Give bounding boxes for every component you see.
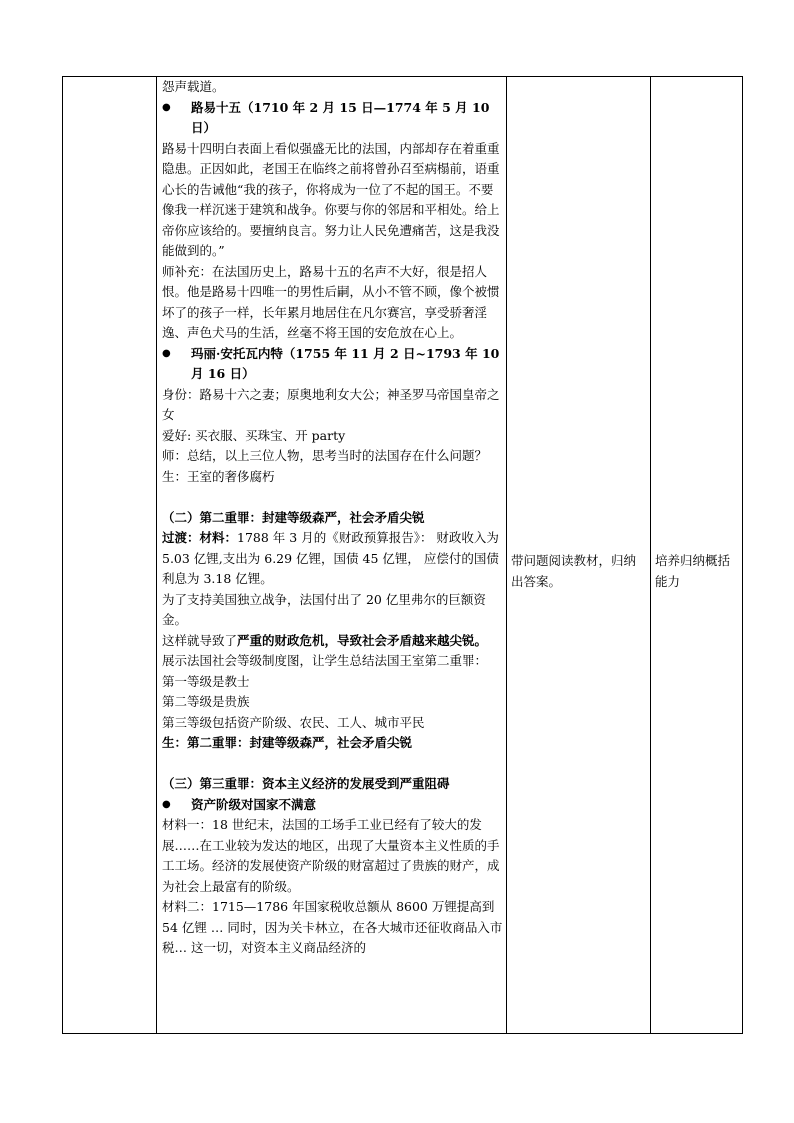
paragraph: 路易十四明白表面上看似强盛无比的法国，内部却存在着重重隐患。正因如此，老国王在临终之前将曾孙召至病榻前，语重心长的告诫他“我的孩子，你将成为一位了不起的国王。不要像我一样沉迷于建筑和战争。你要与你的邻居和平相处。给上帝你应该给的。要擅纳良言。努力让人民免遭痛苦，这是我没能做到的。”: [162, 140, 500, 258]
section-heading: （三）第三重罪：资本主义经济的发展受到严重阻碍: [162, 776, 450, 791]
student-activity-text: 带问题阅读教材，归纳出答案。: [511, 553, 637, 589]
bullet-text: 资产阶级对国家不满意: [191, 796, 317, 812]
paragraph: 第三等级包括资产阶级、农民、工人、城市平民: [162, 714, 425, 730]
bullet-item: [162, 344, 503, 385]
paragraph: 展示法国社会等级制度图，让学生总结法国王室第二重罪：: [162, 653, 488, 668]
heading-marie-antoinette: 玛丽·安托瓦内特（1755 年 11 月 2 日~1793 年 10 月 16 日）: [191, 345, 500, 381]
transition-label: 过渡：材料：: [162, 530, 238, 545]
text-line: 怨声载道。: [162, 79, 225, 94]
heading-louis-xv: 路易十五（1710 年 2 月 15 日—1774 年 5 月 10 日）: [191, 99, 490, 135]
design-intent-cell: [651, 77, 743, 1034]
stage-cell: [63, 77, 157, 1034]
paragraph: 材料一：18 世纪末，法国的工场手工业已经有了较大的发展……在工业较为发达的地区，出现了大量资本主义性质的手工工场。经济的发展使资产阶级的财富超过了贵族的财产，成为社会上最富有的阶级。: [162, 817, 500, 894]
table-row: [63, 77, 743, 1034]
paragraph: [162, 528, 503, 590]
paragraph: 师：总结，以上三位人物，思考当时的法国存在什么问题？: [162, 448, 488, 463]
bullet-icon: ●: [162, 798, 171, 810]
bullet-item: [162, 795, 503, 816]
paragraph: 爱好: 买衣服、买珠宝、开 party: [162, 427, 346, 443]
bullet-item: [162, 98, 503, 139]
paragraph: 为了支持美国独立战争，法国付出了 20 亿里弗尔的巨额资金。: [162, 591, 486, 627]
paragraph: 材料二：1715—1786 年国家税收总额从 8600 万锂提高到 54 亿锂 … 同时，因为关卡林立，在各大城市还征收商品入市税… 这一切，对资本主义商品经济的: [162, 899, 503, 955]
student-activity-cell: [507, 77, 651, 1034]
paragraph: 生：王室的奢侈腐朽: [162, 468, 275, 484]
bullet-icon: ●: [162, 347, 171, 359]
paragraph: 第一等级是教士: [162, 673, 250, 689]
paragraph: [162, 631, 503, 652]
paragraph: 师补充：在法国历史上，路易十五的名声不大好，很是招人恨。他是路易十四唯一的男性后嗣，从小不管不顾，像个被惯坏了的孩子一样，长年累月地居住在凡尔赛宫，享受骄奢淫逸、声色犬马的生活，丝毫不将王国的安危放在心上。: [162, 263, 500, 340]
paragraph: 身份：路易十六之妻；原奥地利女大公；神圣罗马帝国皇帝之女: [162, 386, 500, 422]
teaching-process-cell: [157, 77, 507, 1034]
lesson-plan-table: [62, 76, 743, 1034]
section-heading: （二）第二重罪：封建等级森严，社会矛盾尖锐: [162, 509, 425, 525]
emphasis-text: 严重的财政危机，导致社会矛盾越来越尖锐。: [237, 632, 488, 648]
bullet-icon: ●: [162, 101, 171, 113]
material-text: 1788 年 3 月的《财政预算报告》： 财政收入为 5.03 亿锂,支出为 6.29 亿锂，国债 45 亿锂， 应偿付的国债利息为 3.18 亿锂。: [162, 530, 499, 586]
plain-text: 这样就导致了: [162, 632, 238, 648]
paragraph: 生：第二重罪：封建等级森严，社会矛盾尖锐: [162, 735, 413, 750]
design-intent-text: 培养归纳概括能力: [655, 553, 731, 589]
paragraph: 第二等级是贵族: [162, 694, 250, 709]
